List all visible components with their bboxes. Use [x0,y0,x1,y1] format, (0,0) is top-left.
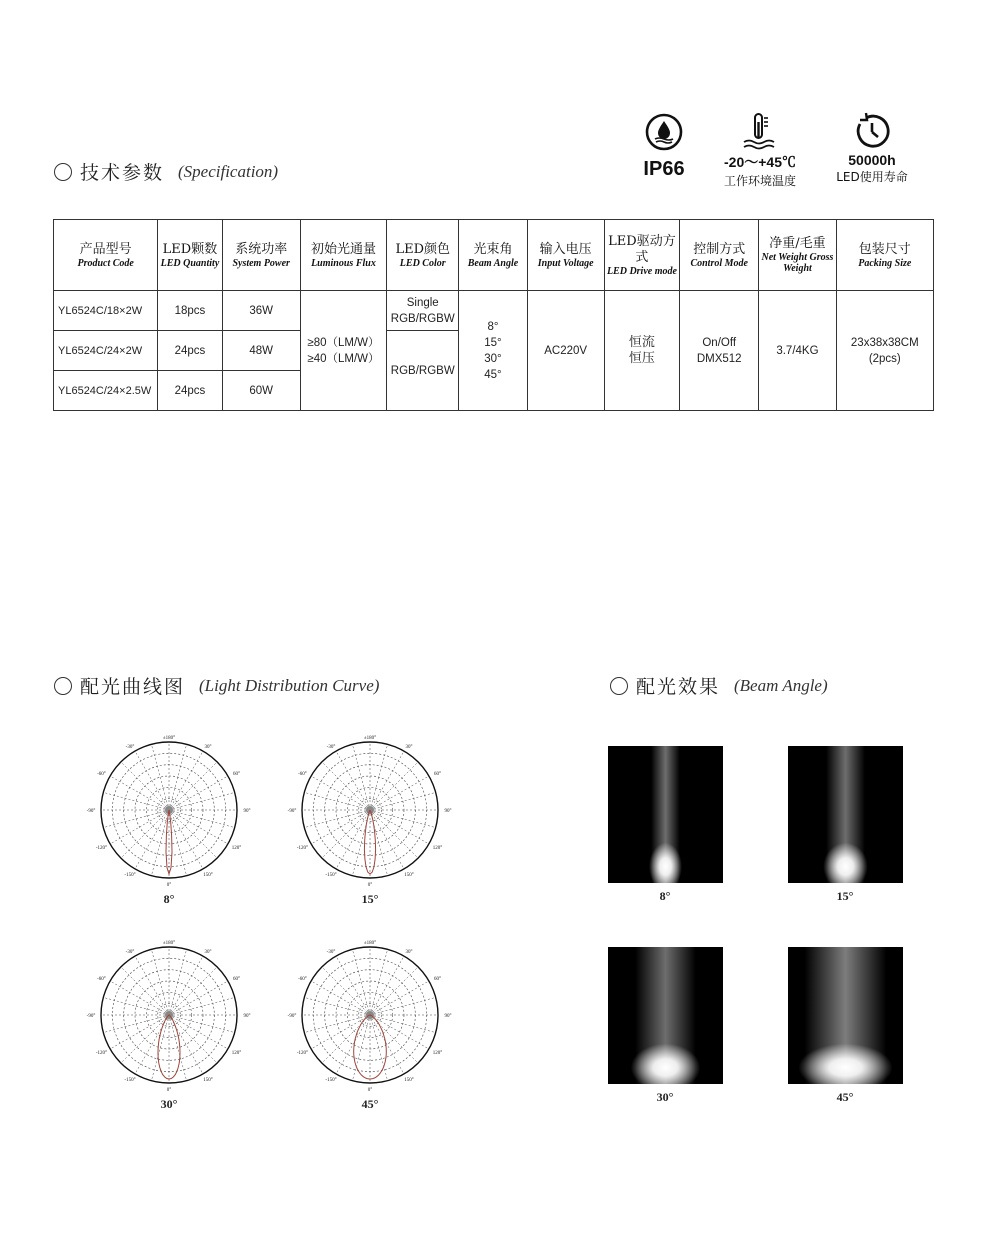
drive-line-2: 恒压 [628,350,655,366]
polar-spoke [169,810,203,869]
header-packing-size: 包装尺寸 Packing Size [836,220,933,291]
polar-angle-label: 60° [233,772,241,777]
polar-spoke [304,997,370,1015]
cell-packing [836,291,933,411]
header-product-code: 产品型号 Product Code [54,220,158,291]
polar-spoke [135,956,169,1015]
polar-spoke [121,762,169,810]
water-drop-icon [644,112,684,152]
thermometer-icon [740,112,780,150]
spec-section-title [54,158,278,185]
polar-angle-label: 120° [231,1051,242,1056]
spec-title-en: (Specification) [178,161,279,181]
polar-spoke [370,776,429,810]
polar-angle-label: 0° [166,1088,172,1093]
temp-value: -20～+45℃ [724,154,796,170]
polar-angle-label: 0° [367,883,373,888]
polar-angle-label: 150° [203,873,213,879]
temp-label: 工作环境温度 [723,174,796,188]
polar-angle-label: 60° [434,977,442,982]
cell-power: 36W [222,291,300,331]
header-beam-angle: 光束角 Beam Angle [459,220,527,291]
cell-qty: 24pcs [158,371,222,411]
polar-angle-label: -120° [95,846,108,851]
header-led-color: LED颜色 LED Color [387,220,459,291]
cell-color-single [387,291,459,331]
polar-spoke [304,792,370,810]
polar-chart [280,935,460,1095]
beam-caption: 8° [659,889,671,903]
cell-color-rgb: RGB/RGBW [387,331,459,411]
polar-chart [79,935,259,1095]
polar-angle-label: ±180° [363,941,377,946]
polar-spoke [169,751,203,810]
polar-spoke [322,967,370,1015]
polar-angle-label: 150° [404,873,414,879]
polar-spoke [370,762,418,810]
polar-spoke [322,762,370,810]
curve-caption: 30° [160,1097,178,1111]
beam-section-title [610,672,828,699]
polar-angle-label: 150° [203,1078,213,1084]
polar-angle-label: 120° [432,1051,443,1056]
header-weight: 净重/毛重 Net Weight Gross Weight [759,220,836,291]
polar-spoke [169,744,187,810]
polar-spoke [121,967,169,1015]
cell-weight: 3.7/4KG [759,291,836,411]
polar-spoke [103,997,169,1015]
polar-angle-label: 30° [405,949,413,955]
bullet-circle-icon [54,677,72,695]
cell-beam-angle [459,291,527,411]
polar-angle-label: 30° [405,744,413,750]
curve-title-zh: 配光曲线图 [80,676,186,698]
color-single-line-1: Single [406,296,439,309]
curve-caption: 15° [361,892,379,906]
polar-angle-label: -30° [125,949,135,955]
polar-spoke [370,981,429,1015]
header-input-voltage: 输入电压 Input Voltage [527,220,604,291]
feature-badges [630,112,920,192]
table-row [54,291,934,331]
polar-spoke [370,751,404,810]
polar-chart [280,730,460,890]
cell-qty: 18pcs [158,291,222,331]
polar-chart [79,730,259,890]
header-luminous-flux: 初始光通量 Luminous Flux [300,220,386,291]
bullet-circle-icon [54,163,72,181]
curve-caption: 45° [361,1097,379,1111]
polar-angle-label: -30° [125,744,135,750]
polar-angle-label: 120° [432,846,443,851]
polar-angle-label: -90° [86,809,96,814]
polar-spoke [169,762,217,810]
beam-photo [608,947,723,1084]
header-system-power: 系统功率 System Power [222,220,300,291]
curve-section-title [54,672,379,699]
curve-caption: 8° [163,892,175,906]
polar-angle-label: -30° [326,744,336,750]
polar-angle-label: -60° [298,977,307,982]
polar-spoke [336,1015,370,1074]
cell-control [680,291,759,411]
spec-title-zh: 技术参数 [80,162,165,184]
cell-power: 60W [222,371,300,411]
ip-badge [630,112,698,181]
temp-badge [710,112,810,189]
polar-angle-label: 60° [233,977,241,982]
packing-line-1: 23x38x38CM [850,336,919,349]
polar-spoke [370,956,404,1015]
polar-spoke [169,792,235,810]
polar-spoke [370,1015,429,1049]
polar-angle-label: -90° [86,1014,96,1019]
header-drive-mode: LED驱动方式 LED Drive mode [604,220,679,291]
polar-angle-label: -150° [124,873,136,879]
life-badge [824,112,920,185]
polar-angle-label: 0° [367,1088,373,1093]
flux-line-1: ≥80（LM/W） [307,336,380,349]
polar-angle-label: -30° [326,949,336,955]
life-label: LED使用寿命 [836,170,908,184]
header-control-mode: 控制方式 Control Mode [680,220,759,291]
curve-title-en: (Light Distribution Curve) [199,675,380,695]
polar-angle-label: -60° [298,772,307,777]
polar-angle-label: 60° [434,772,442,777]
polar-spoke [169,949,187,1015]
beam-photo [608,746,723,883]
polar-spoke [169,1015,228,1049]
beam-photo [788,746,903,883]
cell-drive [604,291,679,411]
polar-spoke [370,967,418,1015]
polar-angle-label: 90° [243,1014,251,1019]
clock-icon [852,112,892,150]
polar-angle-label: -60° [97,772,106,777]
beam-caption: 30° [656,1090,674,1104]
polar-angle-label: 90° [444,1014,452,1019]
cell-code: YL6524C/24×2.5W [54,371,158,411]
polar-spoke [370,810,418,858]
control-line-1: On/Off [702,336,737,349]
bullet-circle-icon [610,677,628,695]
beam-angle-value: 30° [484,352,502,365]
cell-flux [300,291,386,411]
polar-angle-label: -150° [325,873,337,879]
beam-angle-value: 15° [484,336,502,349]
color-single-line-2: RGB/RGBW [390,312,455,325]
beam-title-en: (Beam Angle) [734,675,828,695]
polar-angle-label: -120° [95,1051,108,1056]
polar-spoke [169,1015,217,1063]
polar-angle-label: ±180° [162,736,176,741]
cell-code: YL6524C/18×2W [54,291,158,331]
polar-spoke [169,967,217,1015]
polar-spoke [110,776,169,810]
drive-line-1: 恒流 [628,334,655,350]
polar-angle-label: ±180° [363,736,377,741]
ip-label: IP66 [643,158,685,180]
beam-angle-value: 45° [484,368,502,381]
polar-angle-label: -150° [325,1078,337,1084]
life-value: 50000h [848,152,896,168]
polar-angle-label: 120° [231,846,242,851]
spec-table [53,219,934,411]
polar-spoke [110,810,169,844]
cell-voltage: AC220V [527,291,604,411]
cell-code: YL6524C/24×2W [54,331,158,371]
polar-angle-label: -120° [296,846,309,851]
packing-line-2: (2pcs) [868,352,901,365]
polar-spoke [370,1015,404,1074]
beam-title-zh: 配光效果 [636,676,721,698]
cell-power: 48W [222,331,300,371]
polar-spoke [370,810,429,844]
flux-line-2: ≥40（LM/W） [307,352,380,365]
polar-angle-label: -120° [296,1051,309,1056]
header-led-quantity: LED颗数 LED Quantity [158,220,222,291]
polar-spoke [336,956,370,1015]
polar-angle-label: 90° [243,809,251,814]
polar-angle-label: ±180° [162,941,176,946]
cell-qty: 24pcs [158,331,222,371]
polar-angle-label: 30° [204,949,212,955]
polar-spoke [169,981,228,1015]
polar-angle-label: -60° [97,977,106,982]
polar-spoke [135,810,169,869]
polar-spoke [110,981,169,1015]
polar-spoke [135,751,169,810]
polar-spoke [169,956,203,1015]
polar-spoke [169,776,228,810]
polar-spoke [103,792,169,810]
polar-angle-label: 150° [404,1078,414,1084]
polar-angle-label: -150° [124,1078,136,1084]
polar-spoke [121,1015,169,1063]
polar-angle-label: 90° [444,809,452,814]
polar-spoke [121,810,169,858]
polar-angle-label: 0° [166,883,172,888]
polar-spoke [169,810,217,858]
beam-caption: 45° [836,1090,854,1104]
beam-angle-value: 8° [487,320,499,333]
polar-angle-label: -90° [287,809,297,814]
table-header-row [54,220,934,291]
beam-caption: 15° [836,889,854,903]
polar-angle-label: -90° [287,1014,297,1019]
polar-spoke [322,810,370,858]
control-line-2: DMX512 [696,352,742,365]
polar-spoke [110,1015,169,1049]
polar-spoke [336,751,370,810]
polar-spoke [169,997,235,1015]
polar-angle-label: 30° [204,744,212,750]
beam-photo [788,947,903,1084]
polar-spoke [169,810,228,844]
